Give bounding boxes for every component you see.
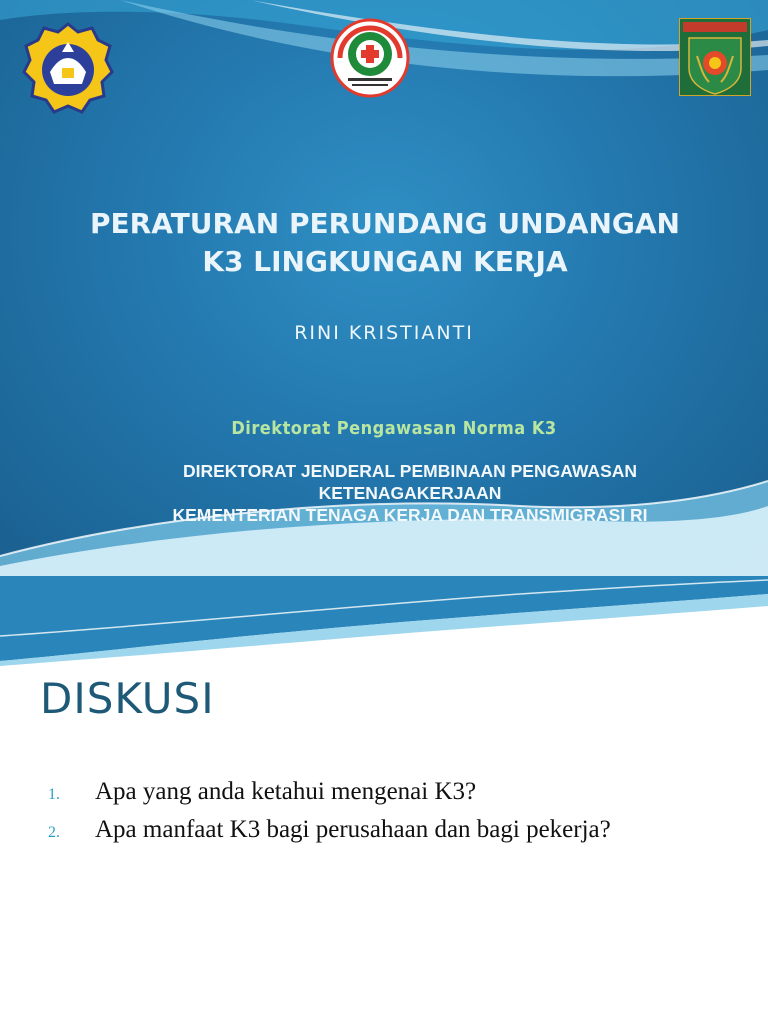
slide2-top-wave-decoration xyxy=(0,576,768,666)
directorate-label: Direktorat Pengawasan Norma K3 xyxy=(231,418,557,439)
org-line-1: DIREKTORAT JENDERAL PEMBINAAN PENGAWASAN xyxy=(182,461,638,481)
list-item-text: Apa manfaat K3 bagi perusahaan dan bagi pekerja? xyxy=(95,816,611,843)
org-line-3: KEMENTERIAN TENAGA KERJA DAN TRANSMIGRASI RI xyxy=(172,505,648,525)
list-item-number: 2. xyxy=(48,824,60,841)
k3-safety-logo xyxy=(330,18,410,98)
organization-block xyxy=(80,460,740,526)
org-line-2: KETENAGAKERJAAN xyxy=(318,483,502,503)
author-name: RINI KRISTIANTI xyxy=(294,322,474,344)
discussion-slide xyxy=(0,576,768,1024)
ministry-shield-logo xyxy=(679,18,751,96)
slide-title xyxy=(60,205,710,281)
ministry-emblem-logo xyxy=(22,22,114,114)
slide2-heading: DISKUSI xyxy=(40,674,215,723)
list-item-number: 1. xyxy=(48,786,60,803)
list-item-text: Apa yang anda ketahui mengenai K3? xyxy=(95,778,477,805)
discussion-question-list xyxy=(48,778,748,854)
list-item xyxy=(48,778,748,816)
title-line-1: PERATURAN PERUNDANG UNDANGAN xyxy=(89,207,680,240)
title-line-2: K3 LINGKUNGAN KERJA xyxy=(202,245,568,278)
list-item xyxy=(48,816,748,854)
